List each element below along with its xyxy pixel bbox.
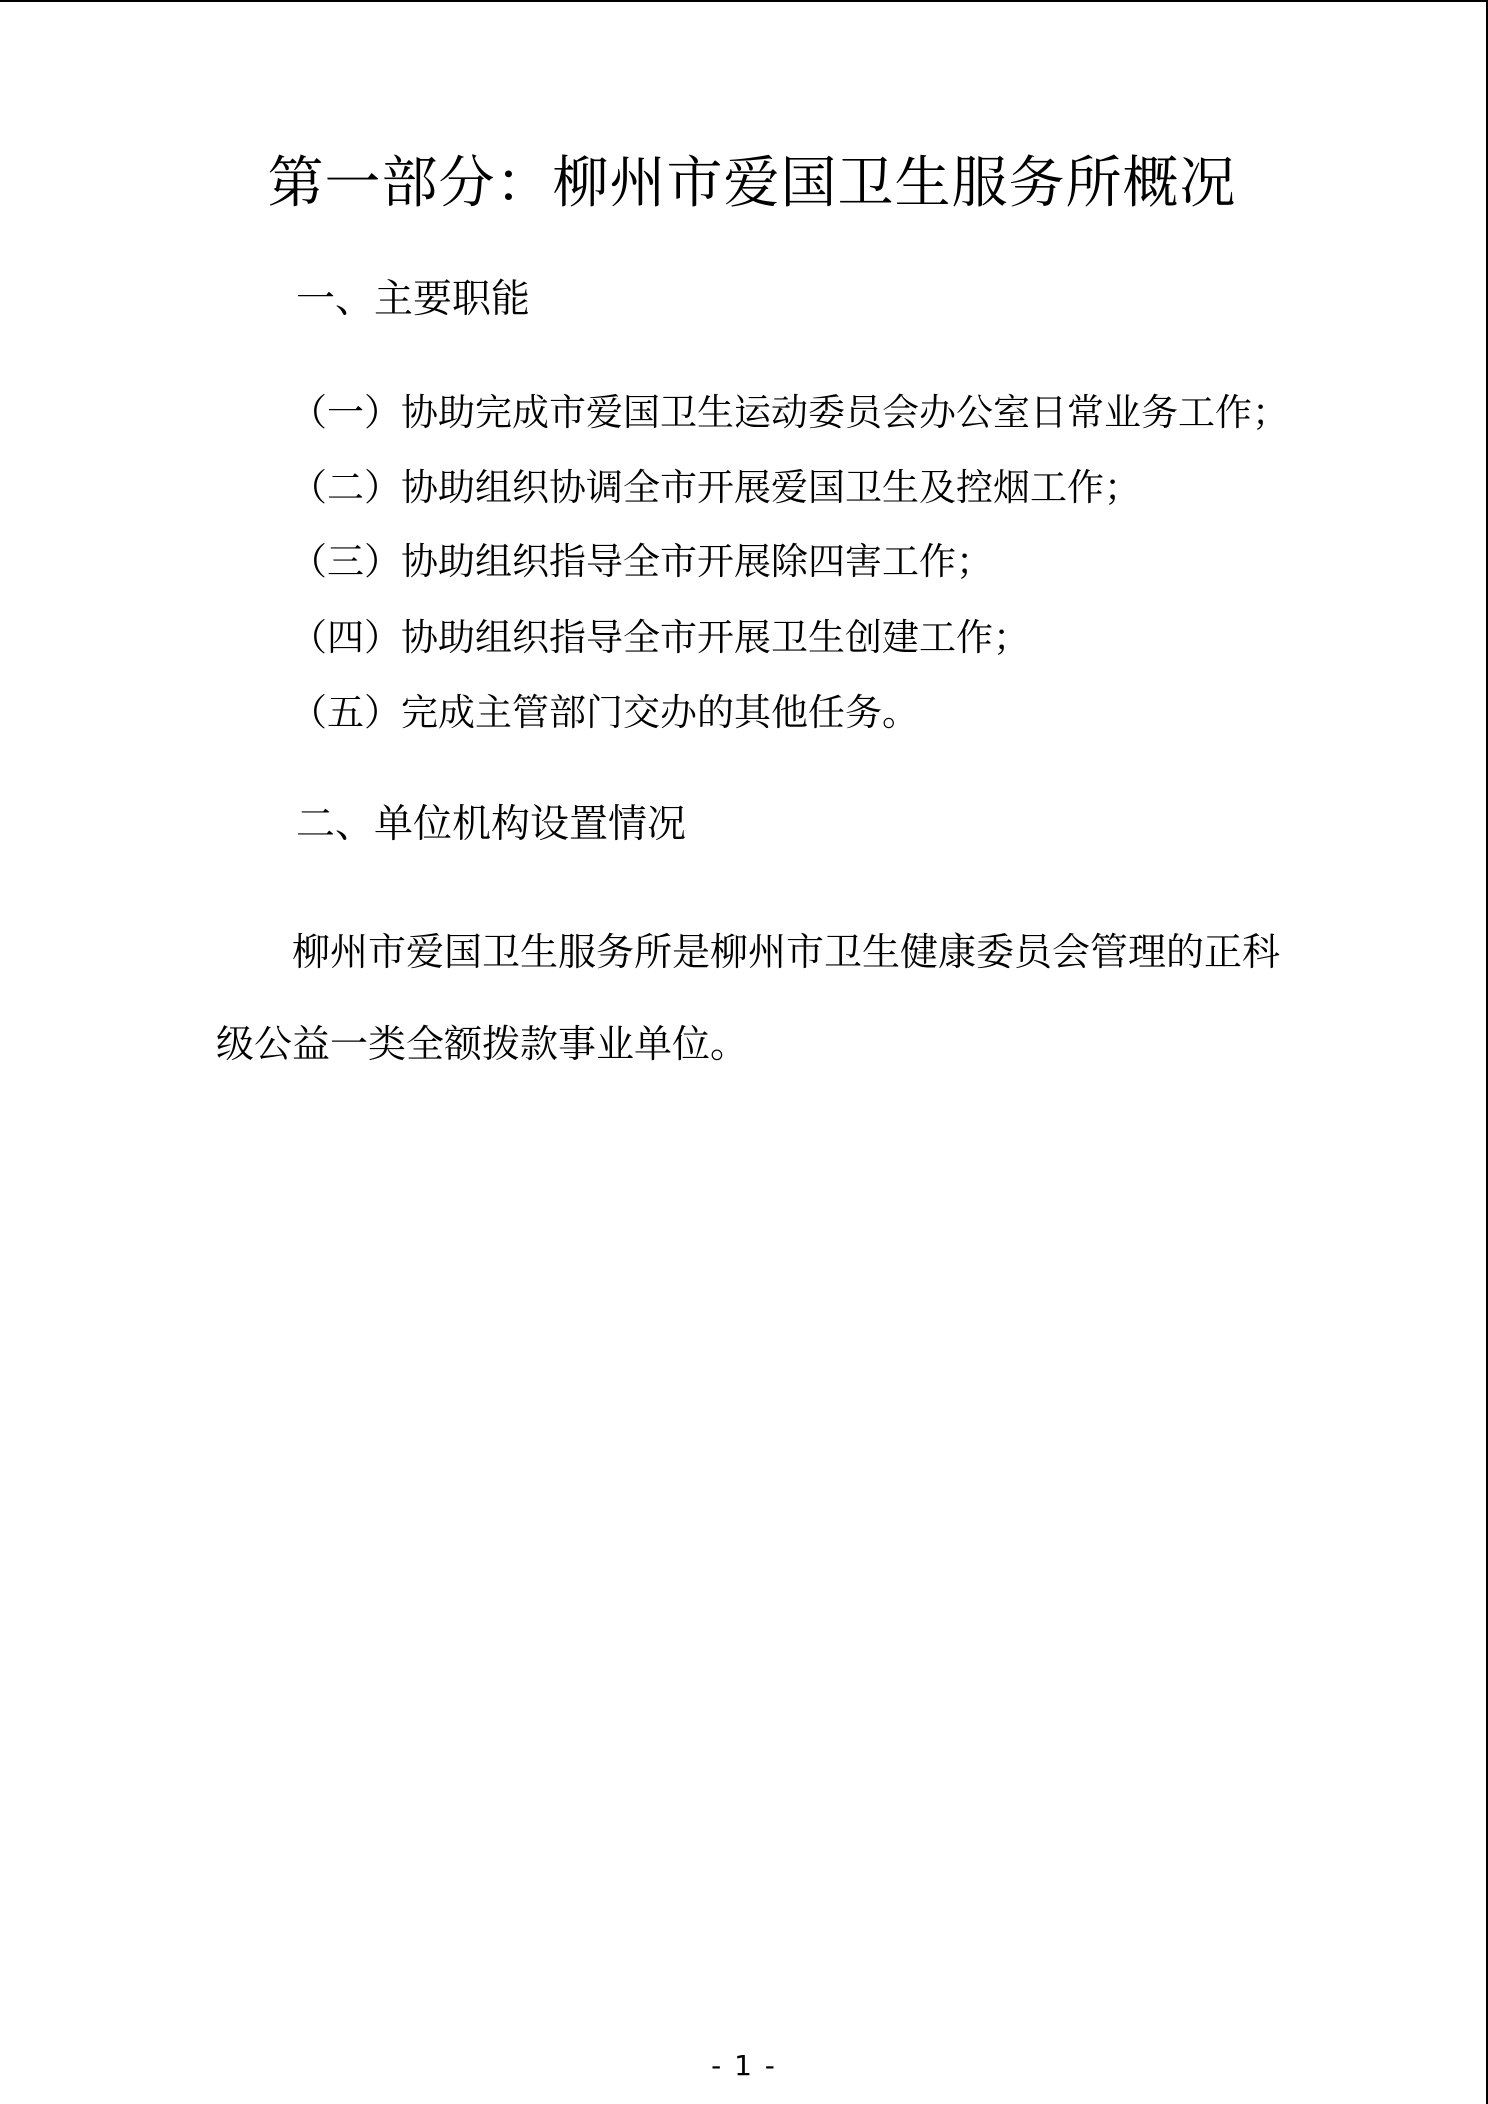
function-item-2: （二）协助组织协调全市开展爱国卫生及控烟工作；: [290, 466, 1141, 509]
organization-paragraph: 柳州市爱国卫生服务所是柳州市卫生健康委员会管理的正科级公益一类全额拨款事业单位。: [216, 930, 1281, 1066]
section-heading-organization: 二、单位机构设置情况: [296, 802, 687, 847]
page-title: 第一部分：柳州市爱国卫生服务所概况: [267, 151, 1237, 216]
function-item-1: （一）协助完成市爱国卫生运动委员会办公室日常业务工作；: [290, 391, 1289, 434]
function-item-3: （三）协助组织指导全市开展除四害工作；: [290, 540, 993, 583]
function-item-4: （四）协助组织指导全市开展卫生创建工作；: [290, 616, 1030, 659]
section-heading-functions: 一、主要职能: [296, 277, 531, 322]
page-number: - 1 -: [711, 2049, 777, 2082]
function-item-5: （五）完成主管部门交办的其他任务。: [290, 691, 919, 734]
